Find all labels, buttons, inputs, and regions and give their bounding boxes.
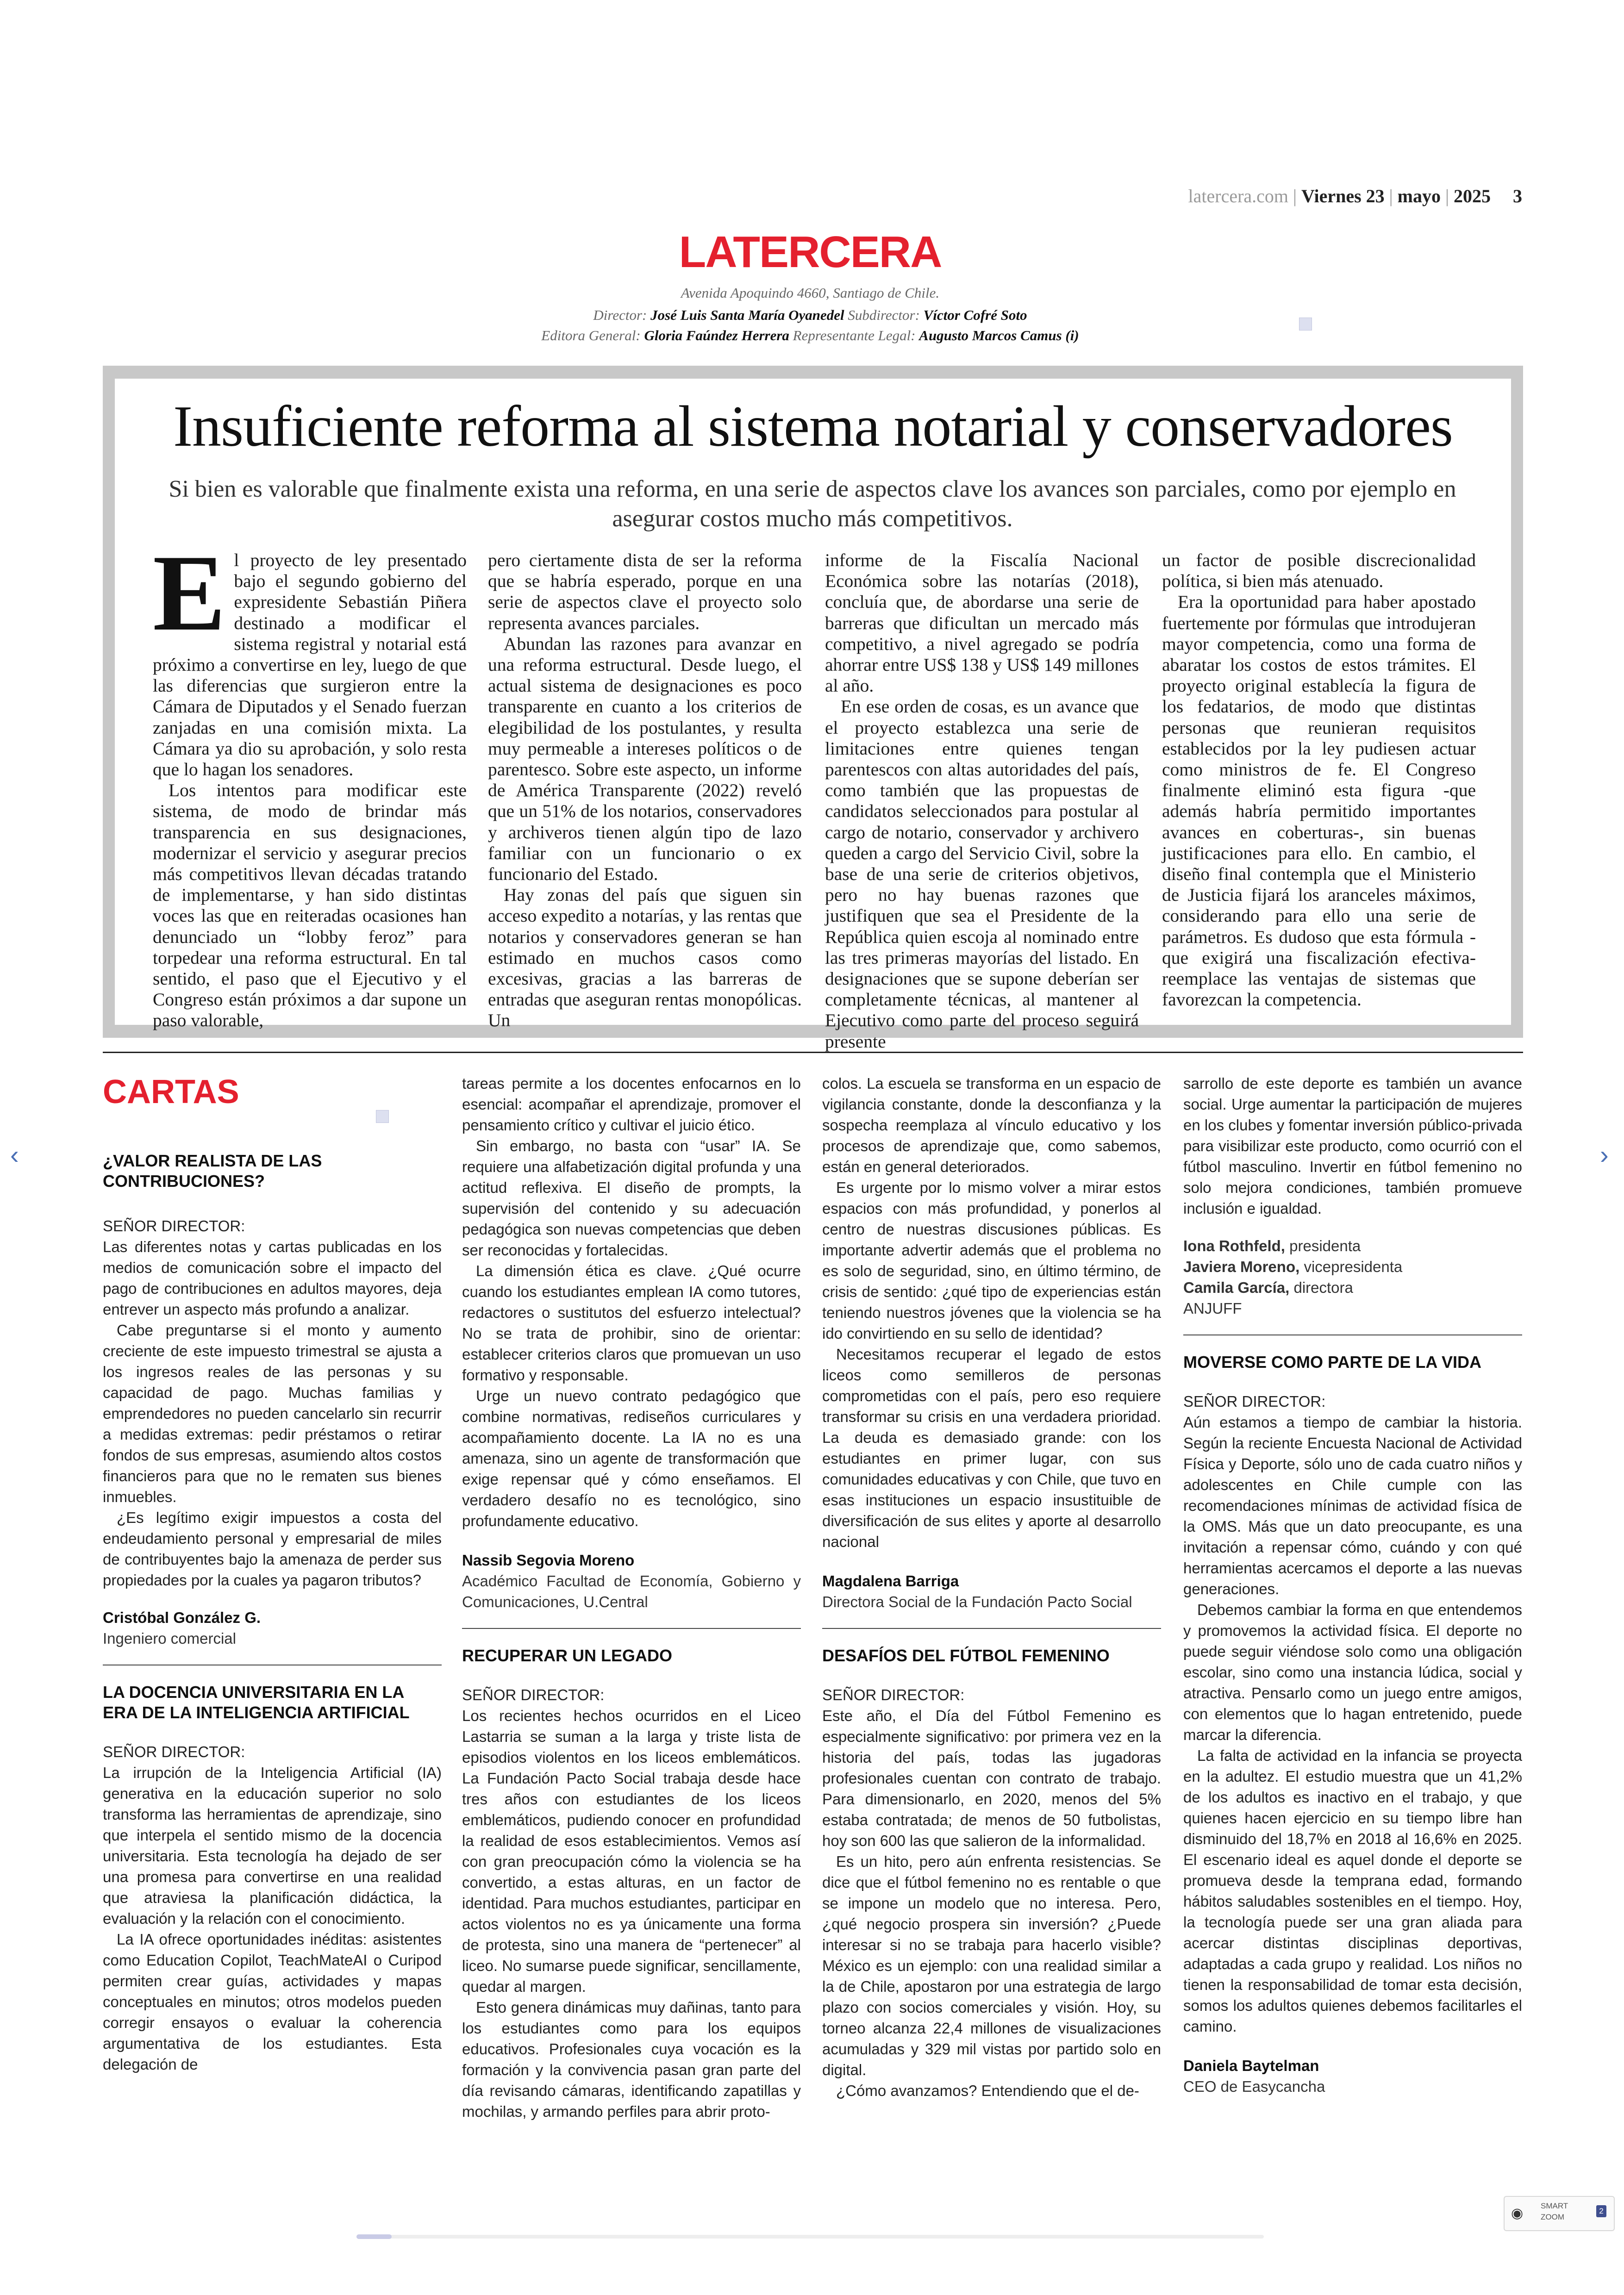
masthead-editors: Editora General: Gloria Faúndez Herrera Representante Legal: Augusto Marcos Camus (i) xyxy=(541,327,1079,343)
next-page-icon[interactable]: › xyxy=(1600,1140,1609,1169)
date-year: 2025 xyxy=(1454,186,1491,206)
letter-signer: Magdalena Barriga xyxy=(822,1572,959,1590)
date-day: Viernes 23 xyxy=(1301,186,1385,206)
drop-cap: E xyxy=(153,533,226,654)
masthead-directors: Director: José Luis Santa María Oyanedel Subdirector: Víctor Cofré Soto xyxy=(593,307,1027,323)
letter-title: MOVERSE COMO PARTE DE LA VIDA xyxy=(1183,1353,1482,1372)
editorial-column-4: un factor de posible discrecionalidad política, si bien más atenuado. Era la oportunidad para haber apostado fuertemente por fórmulas que introdujeran mayor competencia, como una forma de abaratar los costos de estos trámites. El proyecto original establecía la figura de los fedatarios, de modo que distintas personas que reunieran requisitos establecidos por la ley pudiesen actuar como ministros de fe. El Congreso finalmente eliminó esta figura -que además habría permitido importantes avances en coberturas-, sin buenas justificaciones para ello. En cambio, el diseño final contempla que el Ministerio de Justicia fijará los aranceles máximos, considerando para ello una serie de parámetros. Es dudoso que esta fórmula -que exigirá una fiscalización efectiva- reemplace las ventajas de sistemas que favorezcan la competencia. xyxy=(1162,550,1476,1010)
signers-block: Iona Rothfeld, presidenta Javiera Moreno, vicepresidenta Camila García, directora ANJUFF xyxy=(1183,1237,1403,1317)
letter-signer: Camila García, xyxy=(1183,1279,1290,1296)
editorial-column-1: E l proyecto de ley presentado bajo el segundo gobierno del expresidente Sebastián Piñera destinado a modificar el sistema registral y notarial está próximo a convertirse en ley, luego de que las diferencias que surgieron entre la Cámara de Diputados y el Senado fuerzan zanjadas en una comisión mixta. La Cámara ya dio su aprobación, y solo resta que lo hagan los senadores. Los intentos para modificar este sistema, de modo de brindar más transparencia en sus designaciones, modernizar el servicio y asegurar precios más competitivos llevan décadas tratando de implementarse, y han sido distintas voces las que en reiteradas ocasiones han denunciado un “lobby feroz” para torpedear una reforma estructural. En tal sentido, el paso que el Ejecutivo y el Congreso están próximos a dar supone un paso valorable, xyxy=(153,533,467,1031)
letter-signer: Cristóbal González G. xyxy=(103,1609,261,1626)
date-month: mayo xyxy=(1397,186,1441,206)
letters-column-2: tareas permite a los docentes enfocarnos en lo esencial: acompañar el aprendizaje, promover el pensamiento crítico y cultivar el juicio ético. Sin embargo, no basta con “usar” IA. Se requiere una alfabetización digital profunda y una actitud reflexiva. El diseño de prompts, la supervisión del contenido y su adecuación pedagógica son nuevas competencias que deben ser reconocidas y fortalecidas. La dimensión ética es clave. ¿Qué ocurre cuando los estudiantes emplean IA como tutores, redactores o sustitutos del esfuerzo intelectual? No se trata de prohibir, sino de orientar: establecer criterios claros que promuevan un uso formativo y responsable. Urge un nuevo contrato pedagógico que combine normativas, rediseños curriculares y acompañamiento docente. La IA no es una amenaza, sino un agente de transformación que exige repensar qué y cómo enseñamos. El verdadero desafío no es tecnológico, sino profundamente educativo. Nassib Segovia Moreno Académico Facultad de Economía, Gobierno y Comunicaciones, U.Central RECUPERAR UN LEGADO SEÑOR DIRECTOR: Los recientes hechos ocurridos en el Liceo Lastarria se suman a la larga y triste lista de episodios violentos en los liceos emblemáticos. La Fundación Pacto Social trabaja desde hace tres años con estudiantes de los liceos emblemáticos, pudiendo conocer en profundidad la realidad de esos establecimientos. Vemos así con gran preocupación cómo la violencia se ha convertido, a estas alturas, en un factor de identidad. Para muchos estudiantes, participar en actos violentos no es ya únicamente una forma de protesta, sino una manera de “pertenecer” al liceo. No sumarse puede significar, sencillamente, quedar al margen. Esto genera dinámicas muy dañinas, tanto para los estudiantes como para los equipos educativos. Profesionales cuya vocación es la formación y la convivencia pasan gran parte del día revisando cámaras, identificando zapatillas y mochilas, y armando perfiles para abrir proto- xyxy=(462,1075,801,2120)
site-url: latercera.com xyxy=(1188,186,1289,206)
editorial-title: Insuficiente reforma al sistema notarial y conservadores xyxy=(173,394,1453,459)
bookmark-flag-icon[interactable] xyxy=(376,1110,389,1123)
page-number: 3 xyxy=(1513,186,1522,206)
masthead-address: Avenida Apoquindo 4660, Santiago de Chile. xyxy=(681,285,940,301)
letter-title: ¿VALOR REALISTA DE LAS CONTRIBUCIONES? xyxy=(103,1151,322,1191)
letter-title: LA DOCENCIA UNIVERSITARIA EN LA ERA DE LA INTELIGENCIA ARTIFICIAL xyxy=(103,1683,410,1722)
smart-zoom-button[interactable]: ◉ SMART ZOOM 2 xyxy=(1504,2196,1615,2231)
letter-signer: Nassib Segovia Moreno xyxy=(462,1552,635,1569)
letters-section-title: CARTAS xyxy=(103,1073,239,1110)
editorial-column-3: informe de la Fiscalía Nacional Económica sobre las notarías (2018), concluía que, de abordarse una serie de barreras que dificultan un mercado más competitivo, a nivel agregado se podría ahorrar entre US$ 138 y US$ 149 millones al año. En ese orden de cosas, es un avance que el proyecto establezca una serie de limitaciones entre quienes tengan parentescos con altas autoridades del país, como también que las propuestas de candidatos seleccionados para postular al cargo de notario, conservador y archivero queden a cargo del Servicio Civil, sobre la base de una serie de criterios objetivos, pero no hay buenas razones que justifiquen que sea el Presidente de la República quien escoja al nominado entre las tres primeras mayorías del listado. En designaciones que se supone deberían ser completamente técnicas, al mantener al Ejecutivo como parte del proceso seguirá presente xyxy=(825,550,1139,1052)
letters-column-4: sarrollo de este deporte es también un avance social. Urge aumentar la participación de mujeres en los clubes y fomentar inversión público-privada para visibilizar este producto, como ocurrió con el fútbol masculino. Invertir en fútbol femenino no solo mejora condiciones, también promueve inclusión e igualdad. Iona Rothfeld, presidenta Javiera Moreno, vicepresidenta Camila García, directora ANJUFF MOVERSE COMO PARTE DE LA VIDA SEÑOR DIRECTOR: Aún estamos a tiempo de cambiar la historia. Según la reciente Encuesta Nacional de Actividad Física y Deporte, sólo uno de cada cuatro niños y adolescentes en Chile cumple con las recomendaciones mínimas de actividad física de la OMS. Más que un dato preocupante, es una invitación a repensar cómo, cuándo y con qué herramientas acercamos el deporte a las nuevas generaciones. Debemos cambiar la forma en que entendemos y promovemos la actividad física. El deporte no puede seguir viéndose solo como una obligación escolar, sino como una instancia lúdica, social y atractiva. Pensarlo como un juego entre amigos, con elementos que lo hagan entretenido, puede marcar la diferencia. La falta de actividad en la infancia se proyecta en la adultez. El estudio muestra que un 41,2% de los adultos es inactivo en el trabajo, y que quienes hacen ejercicio en su tiempo libre han disminuido del 18,7% en 2018 al 16,6% en 2025. El escenario ideal es aquel donde el deporte se promueva desde la temprana edad, formando hábitos saludables sostenibles en el tiempo. Hoy, la tecnología puede ser una gran aliada para acercar distintas disciplinas deportivas, adaptadas a cada grupo y realidad. Los niños no tienen la responsabilidad de tomar esta decisión, somos los adultos quienes debemos facilitarles el camino. Daniela Baytelman CEO de Easycancha xyxy=(1183,1075,1522,2095)
bookmark-flag-icon[interactable] xyxy=(1299,318,1312,331)
eye-icon: ◉ xyxy=(1511,2206,1524,2221)
scrollbar-thumb[interactable] xyxy=(356,2234,392,2239)
editorial-deck: Si bien es valorable que finalmente exista una reforma, en una serie de aspectos clave los avances son parciales, como por ejemplo en asegurar costos mucho más competitivos. xyxy=(169,476,1456,532)
letter-title: RECUPERAR UN LEGADO xyxy=(462,1646,673,1665)
letter-title: DESAFÍOS DEL FÚTBOL FEMENINO xyxy=(822,1646,1110,1665)
letter-signer: Iona Rothfeld, xyxy=(1183,1237,1285,1254)
editorial-column-2: pero ciertamente dista de ser la reforma que se habría esperado, porque en una serie de aspectos clave el proyecto solo representa avances parciales. Abundan las razones para avanzar en una reforma estructural. Desde luego, el actual sistema de designaciones es poco transparente en cuanto a los criterios de elegibilidad de los postulantes, y resulta muy permeable a intereses políticos o de parentesco. Sobre este aspecto, un informe de América Transparente (2022) reveló que un 51% de los notarios, conservadores y archiveros tienen algún tipo de lazo familiar con un funcionario o ex funcionario del Estado. Hay zonas del país que siguen sin acceso expedito a notarías, y las rentas que notarios y conservadores generan se han estimado en muchos casos como excesivas, gracias a las barreras de entradas que aseguran rentas monopólicas. Un xyxy=(488,550,802,1031)
zoom-count-badge: 2 xyxy=(1596,2205,1606,2217)
letters-column-3: colos. La escuela se transforma en un espacio de vigilancia constante, donde la desconfianza y la sospecha reemplaza al vínculo educativo y los procesos de aprendizaje que, como sabemos, están en general deteriorados. Es urgente por lo mismo volver a mirar estos espacios con más profundidad, y ponerlos al centro de nuestras discusiones públicas. Es importante advertir además que el problema no es solo de seguridad, sino, en último término, de crisis de sentido: ¿qué tipo de experiencias están teniendo nuestros jóvenes que la violencia se ha ido convirtiendo en su sello de identidad? Necesitamos recuperar el legado de estos liceos como semilleros de personas comprometidas con el país, pero eso requiere transformar su crisis en una verdadera prioridad. La deuda es demasiado grande: con los estudiantes en primer lugar, con sus comunidades educativas y con Chile, que tuvo en esas instituciones un espacio insustituible de diversificación de sus elites y aporte al desarrollo nacional Magdalena Barriga Directora Social de la Fundación Pacto Social DESAFÍOS DEL FÚTBOL FEMENINO SEÑOR DIRECTOR: Este año, el Día del Fútbol Femenino es especialmente significativo: por primera vez en la historia del país, todas las jugadoras profesionales cuentan con contrato de trabajo. Para dimensionarlo, en 2020, menos del 5% estaba contratada; de menos de 50 futbolistas, hoy son 600 las que salieron de la informalidad. Es un hito, pero aún enfrenta resistencias. Se dice que el fútbol femenino no es rentable o que se impone un modelo que no interesa. Pero, ¿qué negocio prospera sin inversión? ¿Puede interesar si no se trabaja para hacerlo visible? México es un ejemplo: con una realidad similar a la de Chile, apostaron por una estrategia de largo plazo con socios comerciales y visión. Hoy, su torneo alcanza 22,4 millones de visualizaciones acumuladas y 329 mil vistas por partido solo en digital. ¿Cómo avanzamos? Entendiendo que el de- xyxy=(822,1075,1161,2099)
horizontal-scrollbar[interactable] xyxy=(356,2235,1264,2239)
letter-signer: Javiera Moreno, xyxy=(1183,1258,1300,1275)
newspaper-logo: LATERCERA xyxy=(679,227,942,277)
page-folio: latercera.com | Viernes 23 | mayo | 2025 3 xyxy=(1188,186,1522,206)
previous-page-icon[interactable]: ‹ xyxy=(10,1140,19,1169)
letters-column-1: ¿VALOR REALISTA DE LAS CONTRIBUCIONES? SEÑOR DIRECTOR: Las diferentes notas y cartas publicadas en los medios de comunicación sobre el impacto del pago de contribuciones en adultos mayores, deja entrever un aspecto más profundo a analizar. Cabe preguntarse si el monto y aumento creciente de este impuesto trimestral se ajusta a los ingresos reales de las personas y su capacidad de pago. Muchas familias y emprendedores no pueden cancelarlo sin recurrir a medidas extremas: pedir préstamos o retirar fondos de sus empresas, asumiendo altos costos financieros para que no le rematen sus bienes inmuebles. ¿Es legítimo exigir impuestos a costa del endeudamiento personal y empresarial de miles de contribuyentes bajo la amenaza de perder sus propiedades por la cuales ya pagaron tributos? Cristóbal González G. Ingeniero comercial LA DOCENCIA UNIVERSITARIA EN LA ERA DE LA INTELIGENCIA ARTIFICIAL SEÑOR DIRECTOR: La irrupción de la Inteligencia Artificial (IA) generativa en la educación superior no solo transforma las herramientas de aprendizaje, sino que interpela el sentido mismo de la docencia universitaria. Esta tecnología ha dejado de ser una promesa para convertirse en una realidad que atraviesa la planificación didáctica, la evaluación y la relación con el conocimiento. La IA ofrece oportunidades inéditas: asistentes como Education Copilot, TeachMateAI o Curipod permiten crear guías, actividades y mapas conceptuales en minutos; otros modelos pueden corregir ensayos o evaluar la coherencia argumentativa de los estudiantes. Esta delegación de xyxy=(103,1151,442,2073)
section-divider xyxy=(103,1052,1523,1053)
letter-signer: Daniela Baytelman xyxy=(1183,2057,1319,2074)
